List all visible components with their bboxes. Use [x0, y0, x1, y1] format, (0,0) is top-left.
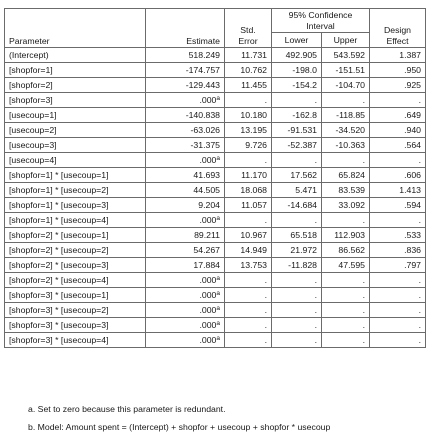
cell-ci-upper-value: -104.70: [335, 80, 365, 90]
footnote-marker: a: [216, 215, 220, 222]
cell-design-effect-value: .: [418, 290, 421, 300]
cell-parameter-value: [shopfor=1] * [usecoup=2]: [9, 185, 109, 195]
table-row: [5, 228, 426, 243]
design-effect-label-line1: Design: [383, 25, 412, 35]
cell-std-error: [225, 78, 272, 93]
cell-estimate-value: 89.211: [194, 230, 220, 240]
cell-std-error-value: .: [264, 155, 267, 165]
table-row: [5, 198, 426, 213]
table-row: [5, 258, 426, 273]
cell-design-effect-value: .533: [404, 230, 421, 240]
cell-std-error-value: 13.195: [240, 125, 267, 135]
cell-parameter: [5, 168, 146, 183]
cell-design-effect-value: .649: [404, 110, 421, 120]
cell-std-error: [225, 288, 272, 303]
cell-ci-upper: [322, 108, 370, 123]
table-row: [5, 153, 426, 168]
cell-parameter: [5, 243, 146, 258]
cell-design-effect: [370, 213, 426, 228]
cell-parameter-value: [shopfor=3]: [9, 95, 53, 105]
table-row: [5, 138, 426, 153]
cell-ci-lower: [272, 303, 322, 318]
cell-estimate: [146, 198, 225, 213]
cell-ci-lower: [272, 258, 322, 273]
cell-parameter: [5, 318, 146, 333]
cell-estimate: [146, 48, 225, 63]
cell-design-effect: [370, 138, 426, 153]
cell-design-effect-value: .606: [404, 170, 421, 180]
cell-std-error: [225, 183, 272, 198]
cell-estimate-value: 17.884: [193, 260, 220, 270]
cell-parameter-value: [shopfor=1]: [9, 65, 53, 75]
table-row: [5, 273, 426, 288]
cell-std-error-value: 9.726: [245, 140, 267, 150]
cell-parameter: [5, 258, 146, 273]
cell-ci-lower: [272, 48, 322, 63]
cell-design-effect-value: .797: [404, 260, 421, 270]
cell-parameter-value: [usecoup=1]: [9, 110, 57, 120]
cell-ci-lower: [272, 108, 322, 123]
cell-ci-lower: [272, 198, 322, 213]
cell-std-error: [225, 303, 272, 318]
cell-ci-upper-value: -10.363: [335, 140, 365, 150]
cell-std-error-value: 18.068: [240, 185, 267, 195]
cell-estimate-value: .000: [199, 155, 217, 165]
table-row: [5, 108, 426, 123]
cell-estimate-value: .000: [199, 335, 217, 345]
cell-std-error-value: 10.762: [240, 65, 267, 75]
ci-label-line2: Interval: [306, 21, 335, 31]
cell-ci-lower: [272, 243, 322, 258]
cell-ci-upper: [322, 153, 370, 168]
cell-std-error-value: 10.180: [240, 110, 267, 120]
cell-design-effect: [370, 243, 426, 258]
cell-ci-lower-value: .: [314, 290, 317, 300]
cell-ci-lower-value: .: [314, 275, 317, 285]
cell-ci-upper-value: .: [362, 155, 365, 165]
cell-parameter-value: [shopfor=2]: [9, 80, 53, 90]
cell-estimate-value: -129.443: [185, 80, 220, 90]
cell-parameter: [5, 78, 146, 93]
cell-ci-upper: [322, 63, 370, 78]
cell-std-error-value: .: [264, 290, 267, 300]
cell-ci-upper-value: -34.520: [335, 125, 365, 135]
table-row: [5, 183, 426, 198]
cell-design-effect-value: .: [418, 320, 421, 330]
cell-std-error: [225, 93, 272, 108]
footnote-marker: a: [216, 335, 220, 342]
cell-std-error: [225, 333, 272, 348]
cell-std-error: [225, 48, 272, 63]
cell-std-error-value: .: [264, 335, 267, 345]
cell-estimate: [146, 183, 225, 198]
cell-estimate: [146, 333, 225, 348]
column-header-design-effect: [370, 9, 426, 48]
cell-design-effect-value: .594: [404, 200, 421, 210]
cell-ci-upper: [322, 288, 370, 303]
footnote-marker: a: [216, 275, 220, 282]
cell-parameter-value: [shopfor=2] * [usecoup=2]: [9, 245, 109, 255]
cell-parameter: [5, 198, 146, 213]
cell-ci-upper-value: 543.592: [333, 50, 365, 60]
cell-design-effect: [370, 48, 426, 63]
cell-estimate-value: .000: [199, 275, 217, 285]
cell-ci-lower: [272, 183, 322, 198]
footnote-marker: a: [216, 155, 220, 162]
footnote-marker: a: [216, 95, 220, 102]
column-header-parameter: Parameter: [5, 9, 146, 48]
cell-design-effect-value: 1.413: [399, 185, 421, 195]
footnote-marker: a: [216, 320, 220, 327]
cell-estimate-value: -140.838: [185, 110, 220, 120]
column-header-estimate: Estimate: [146, 9, 225, 48]
parameter-estimates-table: [4, 8, 426, 348]
cell-ci-lower: [272, 288, 322, 303]
cell-ci-lower-value: -154.2: [292, 80, 317, 90]
cell-estimate: [146, 108, 225, 123]
cell-ci-lower: [272, 318, 322, 333]
cell-std-error-value: 13.753: [240, 260, 267, 270]
cell-estimate-value: 44.505: [193, 185, 220, 195]
cell-design-effect: [370, 108, 426, 123]
cell-std-error: [225, 138, 272, 153]
cell-ci-lower-value: 17.562: [290, 170, 317, 180]
cell-ci-lower: [272, 123, 322, 138]
cell-std-error: [225, 198, 272, 213]
design-effect-label-line2: Effect: [386, 36, 409, 46]
column-header-std-error: [225, 9, 272, 48]
cell-estimate: [146, 288, 225, 303]
cell-estimate-value: 41.693: [193, 170, 220, 180]
cell-ci-upper: [322, 78, 370, 93]
cell-ci-upper-value: 47.595: [338, 260, 365, 270]
cell-ci-upper-value: 83.539: [338, 185, 365, 195]
cell-ci-upper: [322, 123, 370, 138]
cell-estimate-value: .000: [199, 305, 217, 315]
cell-std-error: [225, 123, 272, 138]
cell-parameter: [5, 93, 146, 108]
cell-ci-upper-value: 86.562: [338, 245, 365, 255]
cell-parameter: [5, 63, 146, 78]
cell-estimate: [146, 123, 225, 138]
cell-parameter: [5, 273, 146, 288]
cell-ci-upper: [322, 93, 370, 108]
cell-estimate: [146, 228, 225, 243]
cell-parameter: [5, 228, 146, 243]
cell-ci-upper: [322, 258, 370, 273]
cell-parameter-value: (Intercept): [9, 50, 49, 60]
table-row: [5, 123, 426, 138]
cell-estimate: [146, 93, 225, 108]
ci-label-line1: 95% Confidence: [288, 10, 353, 20]
cell-design-effect: [370, 273, 426, 288]
cell-std-error: [225, 63, 272, 78]
footnote-marker: a: [216, 290, 220, 297]
cell-ci-lower-value: .: [314, 320, 317, 330]
cell-std-error: [225, 168, 272, 183]
cell-ci-upper-value: .: [362, 275, 365, 285]
table-row: [5, 63, 426, 78]
cell-design-effect: [370, 288, 426, 303]
cell-std-error-value: 11.455: [241, 80, 267, 90]
cell-std-error-value: .: [264, 95, 267, 105]
footnote-marker: a: [216, 305, 220, 312]
cell-ci-upper: [322, 228, 370, 243]
cell-ci-upper-value: -118.85: [336, 110, 365, 120]
cell-std-error-value: 11.170: [241, 170, 267, 180]
cell-std-error-value: .: [264, 305, 267, 315]
cell-estimate-value: -63.026: [190, 125, 220, 135]
cell-ci-lower: [272, 168, 322, 183]
cell-std-error: [225, 318, 272, 333]
cell-parameter-value: [shopfor=2] * [usecoup=4]: [9, 275, 109, 285]
cell-ci-lower-value: -11.828: [288, 260, 317, 270]
cell-ci-lower: [272, 273, 322, 288]
cell-design-effect-value: .950: [404, 65, 421, 75]
cell-std-error-value: 14.949: [240, 245, 267, 255]
cell-parameter: [5, 123, 146, 138]
cell-parameter: [5, 138, 146, 153]
cell-design-effect: [370, 303, 426, 318]
cell-ci-upper: [322, 198, 370, 213]
cell-estimate: [146, 168, 225, 183]
column-header-lower: Lower: [272, 33, 322, 48]
cell-design-effect: [370, 258, 426, 273]
cell-ci-upper: [322, 243, 370, 258]
cell-ci-lower-value: -198.0: [292, 65, 317, 75]
cell-parameter-value: [shopfor=2] * [usecoup=3]: [9, 260, 109, 270]
cell-design-effect: [370, 123, 426, 138]
cell-std-error: [225, 243, 272, 258]
cell-design-effect: [370, 183, 426, 198]
table-row: [5, 213, 426, 228]
cell-ci-lower: [272, 63, 322, 78]
cell-ci-upper: [322, 333, 370, 348]
cell-ci-upper: [322, 213, 370, 228]
cell-parameter-value: [shopfor=3] * [usecoup=2]: [9, 305, 109, 315]
cell-estimate: [146, 63, 225, 78]
cell-ci-lower: [272, 93, 322, 108]
cell-ci-lower-value: .: [314, 215, 317, 225]
cell-parameter: [5, 153, 146, 168]
cell-estimate: [146, 273, 225, 288]
table-row: [5, 318, 426, 333]
cell-design-effect-value: .940: [404, 125, 421, 135]
cell-std-error: [225, 273, 272, 288]
cell-std-error: [225, 228, 272, 243]
cell-ci-upper-value: .: [362, 290, 365, 300]
cell-design-effect-value: 1.387: [399, 50, 421, 60]
column-header-confidence-interval: [272, 9, 370, 33]
cell-parameter: [5, 108, 146, 123]
std-error-label-line1: Std.: [240, 25, 256, 35]
cell-parameter-value: [shopfor=2] * [usecoup=1]: [9, 230, 109, 240]
cell-design-effect: [370, 168, 426, 183]
header-row-top: [5, 9, 426, 33]
cell-estimate: [146, 213, 225, 228]
cell-ci-lower-value: .: [314, 95, 317, 105]
table-row: [5, 333, 426, 348]
cell-ci-upper-value: .: [362, 320, 365, 330]
cell-design-effect: [370, 93, 426, 108]
cell-ci-lower-value: 21.972: [290, 245, 317, 255]
cell-ci-lower-value: -52.387: [287, 140, 317, 150]
cell-design-effect: [370, 228, 426, 243]
cell-ci-lower: [272, 153, 322, 168]
cell-design-effect-value: .: [418, 155, 421, 165]
table-row: [5, 93, 426, 108]
cell-ci-lower-value: -14.684: [287, 200, 317, 210]
cell-std-error-value: .: [264, 215, 267, 225]
cell-estimate-value: .000: [199, 215, 217, 225]
cell-estimate: [146, 153, 225, 168]
cell-ci-upper: [322, 303, 370, 318]
cell-design-effect: [370, 78, 426, 93]
cell-ci-lower-value: .: [314, 305, 317, 315]
cell-parameter: [5, 48, 146, 63]
cell-design-effect-value: .: [418, 95, 421, 105]
cell-ci-lower: [272, 228, 322, 243]
cell-design-effect: [370, 318, 426, 333]
cell-estimate-value: .000: [199, 290, 217, 300]
cell-estimate: [146, 258, 225, 273]
cell-std-error-value: .: [264, 275, 267, 285]
cell-parameter: [5, 288, 146, 303]
cell-parameter-value: [usecoup=2]: [9, 125, 57, 135]
cell-ci-upper: [322, 273, 370, 288]
table-row: [5, 168, 426, 183]
cell-estimate-value: 9.204: [198, 200, 220, 210]
footnote-a: a. Set to zero because this parameter is redundant.: [28, 404, 226, 414]
cell-design-effect-value: .: [418, 305, 421, 315]
cell-estimate-value: -31.375: [190, 140, 220, 150]
cell-parameter-value: [shopfor=1] * [usecoup=4]: [9, 215, 109, 225]
cell-ci-lower-value: .: [314, 155, 317, 165]
table-row: [5, 243, 426, 258]
cell-design-effect: [370, 63, 426, 78]
cell-ci-upper: [322, 48, 370, 63]
table-row: [5, 288, 426, 303]
cell-estimate: [146, 318, 225, 333]
cell-std-error-value: 11.057: [241, 200, 267, 210]
cell-ci-lower: [272, 213, 322, 228]
cell-ci-upper: [322, 183, 370, 198]
cell-parameter-value: [shopfor=3] * [usecoup=4]: [9, 335, 109, 345]
cell-estimate: [146, 303, 225, 318]
cell-ci-lower-value: 65.518: [290, 230, 317, 240]
table-row: [5, 78, 426, 93]
cell-parameter: [5, 183, 146, 198]
cell-estimate-value: .000: [199, 320, 217, 330]
cell-ci-upper-value: 65.824: [338, 170, 365, 180]
cell-parameter-value: [shopfor=3] * [usecoup=3]: [9, 320, 109, 330]
cell-ci-upper-value: 112.903: [334, 230, 365, 240]
cell-parameter-value: [usecoup=3]: [9, 140, 57, 150]
std-error-label-line2: Error: [238, 36, 258, 46]
cell-parameter-value: [shopfor=1] * [usecoup=1]: [9, 170, 109, 180]
cell-ci-upper-value: .: [362, 335, 365, 345]
cell-std-error: [225, 213, 272, 228]
cell-ci-upper-value: .: [362, 95, 365, 105]
table-row: [5, 48, 426, 63]
cell-ci-lower-value: .: [314, 335, 317, 345]
cell-design-effect-value: .925: [404, 80, 421, 90]
cell-estimate-value: 54.267: [193, 245, 220, 255]
cell-parameter: [5, 333, 146, 348]
cell-std-error: [225, 108, 272, 123]
cell-ci-upper-value: .: [362, 305, 365, 315]
cell-ci-upper-value: -151.51: [335, 65, 365, 75]
cell-estimate: [146, 138, 225, 153]
cell-ci-upper-value: .: [362, 215, 365, 225]
cell-ci-lower: [272, 333, 322, 348]
cell-parameter: [5, 303, 146, 318]
cell-design-effect: [370, 333, 426, 348]
cell-std-error-value: .: [264, 320, 267, 330]
cell-ci-upper: [322, 168, 370, 183]
cell-design-effect-value: .564: [404, 140, 421, 150]
cell-parameter-value: [shopfor=3] * [usecoup=1]: [9, 290, 109, 300]
cell-std-error-value: 11.731: [241, 50, 267, 60]
cell-design-effect-value: .: [418, 275, 421, 285]
cell-ci-lower-value: -162.8: [292, 110, 317, 120]
cell-parameter-value: [shopfor=1] * [usecoup=3]: [9, 200, 109, 210]
cell-ci-lower-value: 492.905: [285, 50, 317, 60]
cell-ci-lower: [272, 78, 322, 93]
cell-std-error: [225, 258, 272, 273]
cell-design-effect-value: .836: [404, 245, 421, 255]
cell-parameter-value: [usecoup=4]: [9, 155, 57, 165]
cell-ci-lower-value: 5.471: [295, 185, 317, 195]
cell-design-effect: [370, 153, 426, 168]
cell-estimate: [146, 78, 225, 93]
footnote-b: b. Model: Amount spent = (Intercept) + shopfor + usecoup + shopfor * usecoup: [28, 422, 331, 432]
cell-estimate-value: -174.757: [185, 65, 220, 75]
cell-design-effect-value: .: [418, 335, 421, 345]
cell-std-error: [225, 153, 272, 168]
cell-ci-upper: [322, 318, 370, 333]
cell-estimate-value: 518.249: [188, 50, 220, 60]
cell-parameter: [5, 213, 146, 228]
table-footnotes: [4, 403, 440, 439]
cell-ci-lower-value: -91.531: [287, 125, 317, 135]
cell-ci-upper-value: 33.092: [338, 200, 365, 210]
cell-ci-upper: [322, 138, 370, 153]
cell-design-effect-value: .: [418, 215, 421, 225]
cell-design-effect: [370, 198, 426, 213]
cell-estimate-value: .000: [199, 95, 217, 105]
table-row: [5, 303, 426, 318]
cell-ci-lower: [272, 138, 322, 153]
cell-estimate: [146, 243, 225, 258]
cell-std-error-value: 10.967: [240, 230, 267, 240]
column-header-upper: Upper: [322, 33, 370, 48]
